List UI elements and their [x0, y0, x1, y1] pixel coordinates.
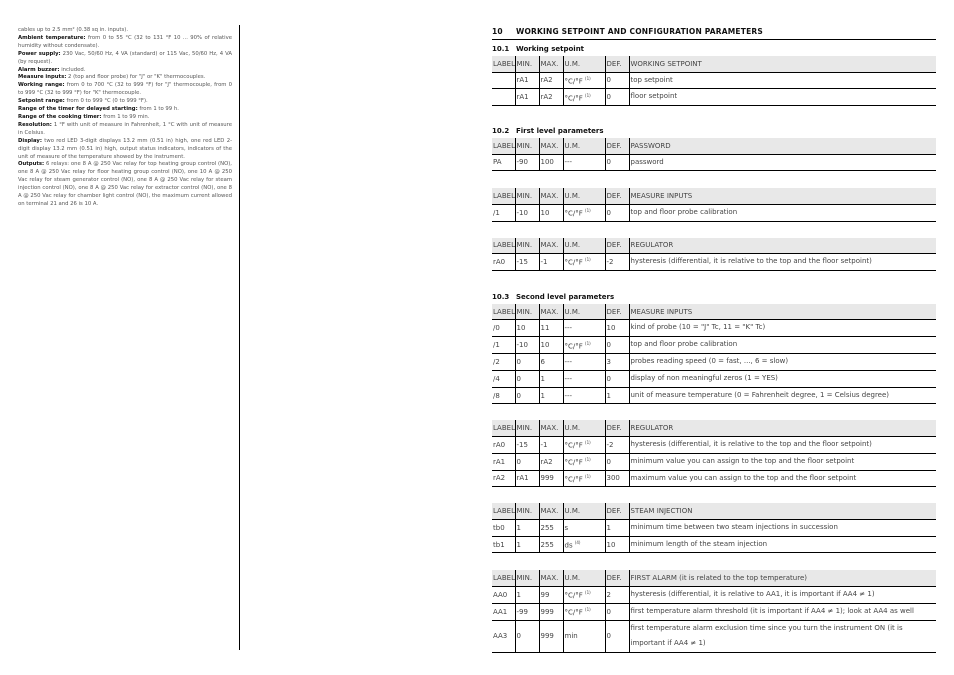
table-row [492, 370, 936, 387]
subsection-heading-second-level: 10.3 Second level parameters [492, 292, 615, 301]
spec-paragraph [18, 138, 232, 162]
column-header-um: U.M. [563, 56, 605, 72]
cell-def: 0 [605, 620, 629, 653]
table-row [492, 72, 936, 89]
column-header-label: LABEL [492, 503, 515, 519]
cell-label: rA2 [492, 470, 515, 487]
table-header-row [492, 138, 936, 154]
table-row [492, 254, 936, 271]
spec-paragraph [18, 98, 232, 106]
column-header-min: MIN. [515, 304, 539, 320]
cell-description: display of non meaningful zeros (1 = YES) [629, 370, 936, 387]
table-heading: REGULATOR [629, 238, 936, 254]
footnote-ref: (1) [585, 457, 591, 462]
column-header-label: LABEL [492, 138, 515, 154]
table-header-row [492, 56, 936, 72]
cell-label: /2 [492, 354, 515, 371]
footnote-ref: (1) [585, 92, 591, 98]
spec-text: cables up to 2.5 mm² (0.38 sq in. inputs). [18, 27, 129, 33]
section-number: 10 [492, 27, 503, 36]
cell-min: 0 [515, 370, 539, 387]
cell-description: first temperature alarm exclusion time since you turn the instrument ON (it is important if AA4 ≠ 1) [629, 620, 936, 653]
spec-paragraph [18, 51, 232, 67]
column-header-def: DEF. [605, 420, 629, 436]
column-header-max: MAX. [539, 570, 563, 586]
cell-label: rA0 [492, 436, 515, 453]
cell-def: 0 [605, 204, 629, 221]
cell-max: 11 [539, 320, 563, 337]
cell-def: 1 [605, 519, 629, 536]
section-heading [492, 25, 936, 40]
spec-text: 2 (top and floor probe) for "J" or "K" thermocouples. [66, 74, 206, 81]
cell-min: 10 [515, 320, 539, 337]
cell-max: rA2 [539, 72, 563, 89]
cell-label: tb1 [492, 536, 515, 553]
cell-label: tb0 [492, 519, 515, 536]
cell-max: rA2 [539, 453, 563, 470]
spec-text: two red LED 3-digit displays 13.2 mm (0.51 in) high, one red LED 2-digit display 13.2 mm (0.51 in) high, output status indicators, indicators of the unit of measure of the temperature showed by the instrument. [18, 137, 232, 160]
cell-description: minimum time between two steam injections in succession [629, 519, 936, 536]
footnote-ref: (1) [585, 75, 591, 81]
spec-label: Alarm buzzer: [18, 66, 60, 73]
cell-max: 999 [539, 620, 563, 653]
cell-max: -1 [539, 436, 563, 453]
cell-min: 0 [515, 354, 539, 371]
cell-description: maximum value you can assign to the top and the floor setpoint [629, 470, 936, 487]
subsection-heading-first-level: 10.2 First level parameters [492, 127, 604, 136]
spec-paragraph [18, 114, 232, 122]
cell-um: °C/°F $^{(1)}$ [563, 470, 605, 487]
cell-max: 100 [539, 154, 563, 171]
cell-min: 0 [515, 387, 539, 404]
section-title: WORKING SETPOINT AND CONFIGURATION PARAMETERS [516, 27, 763, 36]
column-header-min: MIN. [515, 138, 539, 154]
footnote-ref: (1) [585, 208, 591, 214]
cell-description: kind of probe (10 = "J" Tc, 11 = "K" Tc) [629, 320, 936, 337]
cell-label: rA0 [492, 254, 515, 271]
cell-def: 0 [605, 370, 629, 387]
column-header-def: DEF. [605, 188, 629, 204]
cell-description: password [629, 154, 936, 171]
cell-description: top and floor probe calibration [629, 337, 936, 354]
footnote-ref: (1) [585, 606, 591, 612]
cell-def: 3 [605, 354, 629, 371]
cell-um: --- [563, 154, 605, 171]
cell-min: -10 [515, 337, 539, 354]
column-header-max: MAX. [539, 56, 563, 72]
column-header-max: MAX. [539, 304, 563, 320]
spec-text: from 1 to 99 min. [101, 113, 150, 120]
cell-max: rA2 [539, 89, 563, 106]
cell-def: 2 [605, 586, 629, 603]
table-header-row [492, 503, 936, 519]
cell-label [492, 72, 515, 89]
footnote-ref: (1) [585, 257, 591, 263]
spec-text: from 0 to 999 °C (0 to 999 °F). [64, 98, 148, 105]
cell-def: 10 [605, 536, 629, 553]
column-header-min: MIN. [515, 188, 539, 204]
table-heading: WORKING SETPOINT [629, 56, 936, 72]
column-header-um: U.M. [563, 420, 605, 436]
spec-paragraph [18, 161, 232, 208]
cell-label: AA0 [492, 586, 515, 603]
table-first-alarm [492, 570, 936, 653]
cell-description: hysteresis (differential, it is relative to the top and the floor setpoint) [629, 436, 936, 453]
cell-max: 255 [539, 536, 563, 553]
column-header-label: LABEL [492, 304, 515, 320]
footnote-ref: (1) [585, 590, 591, 596]
cell-max: 255 [539, 519, 563, 536]
column-header-max: MAX. [539, 503, 563, 519]
cell-label: /4 [492, 370, 515, 387]
cell-min: rA1 [515, 72, 539, 89]
spec-label: Power supply: [18, 50, 61, 57]
cell-um: °C/°F $^{(1)}$ [563, 254, 605, 271]
cell-um: °C/°F $^{(1)}$ [563, 89, 605, 106]
column-header-min: MIN. [515, 238, 539, 254]
cell-um: min [563, 620, 605, 653]
cell-min: 1 [515, 586, 539, 603]
table-row [492, 387, 936, 404]
cell-def: 300 [605, 470, 629, 487]
spec-paragraph [18, 67, 232, 75]
cell-description: unit of measure temperature (0 = Fahrenheit degree, 1 = Celsius degree) [629, 387, 936, 404]
cell-max: 10 [539, 204, 563, 221]
cell-um: --- [563, 387, 605, 404]
column-header-def: DEF. [605, 570, 629, 586]
table-measure-inputs-2 [492, 304, 936, 404]
cell-def: 0 [605, 72, 629, 89]
table-heading: MEASURE INPUTS [629, 188, 936, 204]
cell-def: 0 [605, 453, 629, 470]
cell-min: 0 [515, 620, 539, 653]
cell-min: -15 [515, 254, 539, 271]
table-password [492, 138, 936, 171]
column-header-def: DEF. [605, 503, 629, 519]
spec-paragraph [18, 122, 232, 138]
spec-paragraph [18, 106, 232, 114]
cell-description: first temperature alarm threshold (it is important if AA4 ≠ 1); look at AA4 as well [629, 603, 936, 620]
cell-min: -90 [515, 154, 539, 171]
cell-max: 1 [539, 387, 563, 404]
column-divider [239, 25, 240, 650]
cell-max: 99 [539, 586, 563, 603]
spec-paragraph [18, 74, 232, 82]
cell-description: hysteresis (differential, it is relative to AA1, it is important if AA4 ≠ 1) [629, 586, 936, 603]
spec-label: Range of the timer for delayed starting: [18, 106, 138, 113]
column-header-label: LABEL [492, 188, 515, 204]
spec-text: 1 °F with unit of measure in Fahrenheit, 1 °C with unit of measure in Celsius. [18, 121, 232, 136]
spec-label: Outputs: [18, 161, 45, 168]
column-header-def: DEF. [605, 304, 629, 320]
cell-max: 1 [539, 370, 563, 387]
table-regulator-2 [492, 420, 936, 487]
cell-max: 6 [539, 354, 563, 371]
table-heading: PASSWORD [629, 138, 936, 154]
table-row [492, 620, 936, 653]
column-header-label: LABEL [492, 56, 515, 72]
spec-text: 6 relays: one 8 A @ 250 Vac relay for top heating group control (NO), one 8 A @ 250 Vac relay for floor heating group control (NO), one 10 A @ 250 Vac relay for steam generator control (NO), one 8 A @ 250 Vac relay for steam injection control (NO), one 8 A @ 250 Vac relay for extractor control (NO), one 8 A @ 250 Vac relay for chamber light control (NO), the maximum current allowed on terminal 21 and 26 is 10 A. [18, 161, 232, 207]
table-row [492, 320, 936, 337]
spec-paragraph [18, 82, 232, 98]
table-row [492, 519, 936, 536]
column-header-min: MIN. [515, 56, 539, 72]
table-steam-injection [492, 503, 936, 553]
cell-min: 1 [515, 536, 539, 553]
cell-um: °C/°F $^{(1)}$ [563, 204, 605, 221]
cell-max: 10 [539, 337, 563, 354]
cell-min: 0 [515, 453, 539, 470]
cell-min: rA1 [515, 89, 539, 106]
cell-max: 999 [539, 603, 563, 620]
spec-text: from 0 to 55 °C (32 to 131 °F 10 ... 90% of relative humidity without condensate). [18, 34, 232, 49]
spec-label: Display: [18, 137, 42, 144]
spec-label: Measure inputs: [18, 74, 67, 81]
cell-min: rA1 [515, 470, 539, 487]
subsection-heading-working-setpoint: 10.1 Working setpoint [492, 45, 585, 53]
cell-def: 0 [605, 603, 629, 620]
cell-description: probes reading speed (0 = fast, ..., 6 = slow) [629, 354, 936, 371]
cell-max: 999 [539, 470, 563, 487]
cell-min: -15 [515, 436, 539, 453]
cell-um: --- [563, 320, 605, 337]
table-heading: MEASURE INPUTS [629, 304, 936, 320]
cell-um: --- [563, 354, 605, 371]
table-row [492, 204, 936, 221]
table-heading: REGULATOR [629, 420, 936, 436]
cell-description: top setpoint [629, 72, 936, 89]
cell-label: AA1 [492, 603, 515, 620]
spec-paragraph [18, 27, 232, 35]
cell-def: 0 [605, 154, 629, 171]
cell-def: 0 [605, 89, 629, 106]
cell-um: °C/°F $^{(1)}$ [563, 453, 605, 470]
table-header-row [492, 238, 936, 254]
cell-um: °C/°F $^{(1)}$ [563, 72, 605, 89]
table-row [492, 89, 936, 106]
table-row [492, 337, 936, 354]
cell-description: minimum length of the steam injection [629, 536, 936, 553]
table-working-setpoint [492, 56, 936, 106]
spec-text: from 1 to 99 h. [137, 106, 179, 113]
cell-description: floor setpoint [629, 89, 936, 106]
column-header-def: DEF. [605, 238, 629, 254]
table-header-row [492, 304, 936, 320]
column-header-def: DEF. [605, 56, 629, 72]
table-header-row [492, 420, 936, 436]
cell-um: °C/°F $^{(1)}$ [563, 436, 605, 453]
column-header-label: LABEL [492, 420, 515, 436]
table-row [492, 354, 936, 371]
column-header-max: MAX. [539, 188, 563, 204]
column-header-max: MAX. [539, 138, 563, 154]
column-header-um: U.M. [563, 138, 605, 154]
cell-label: PA [492, 154, 515, 171]
cell-label: /8 [492, 387, 515, 404]
spec-label: Ambient temperature: [18, 34, 86, 41]
cell-um: °C/°F $^{(1)}$ [563, 586, 605, 603]
footnote-ref: (1) [585, 440, 591, 446]
spec-label: Resolution: [18, 121, 52, 128]
footnote-ref: (1) [585, 340, 591, 346]
table-header-row [492, 188, 936, 204]
table-heading: FIRST ALARM (it is related to the top temperature) [629, 570, 936, 586]
cell-description: top and floor probe calibration [629, 204, 936, 221]
column-header-um: U.M. [563, 238, 605, 254]
cell-description: minimum value you can assign to the top and the floor setpoint [629, 453, 936, 470]
column-header-label: LABEL [492, 238, 515, 254]
table-heading: STEAM INJECTION [629, 503, 936, 519]
spec-text: 230 Vac, 50/60 Hz, 4 VA (standard) or 115 Vac, 50/60 Hz, 4 VA (by request). [18, 50, 232, 65]
column-header-min: MIN. [515, 570, 539, 586]
cell-max: -1 [539, 254, 563, 271]
cell-label: /1 [492, 204, 515, 221]
table-measure-inputs-1 [492, 188, 936, 221]
table-header-row [492, 570, 936, 586]
cell-um: °C/°F $^{(1)}$ [563, 337, 605, 354]
table-regulator-1 [492, 238, 936, 271]
cell-min: 1 [515, 519, 539, 536]
spec-text: from 0 to 700 °C (32 to 999 °F) for "J" thermocouple, from 0 to 999 °C (32 to 999 °F) for "K" thermocouple. [18, 82, 232, 97]
column-header-def: DEF. [605, 138, 629, 154]
cell-label: rA1 [492, 453, 515, 470]
left-column [18, 27, 232, 209]
table-row [492, 470, 936, 487]
cell-def: -2 [605, 436, 629, 453]
cell-label: /1 [492, 337, 515, 354]
column-header-max: MAX. [539, 238, 563, 254]
footnote-ref: (4) [574, 539, 581, 545]
cell-label [492, 89, 515, 106]
spec-label: Setpoint range: [18, 98, 65, 105]
column-header-um: U.M. [563, 188, 605, 204]
footnote-ref: (1) [585, 473, 591, 479]
cell-description: hysteresis (differential, it is relative to the top and the floor setpoint) [629, 254, 936, 271]
column-header-label: LABEL [492, 570, 515, 586]
spec-text: included. [59, 66, 86, 73]
cell-um: °C/°F $^{(1)}$ [563, 603, 605, 620]
cell-min: -99 [515, 603, 539, 620]
cell-def: 1 [605, 387, 629, 404]
column-header-min: MIN. [515, 503, 539, 519]
cell-label: /0 [492, 320, 515, 337]
table-row [492, 453, 936, 470]
cell-min: -10 [515, 204, 539, 221]
cell-um: s [563, 519, 605, 536]
table-row [492, 154, 936, 171]
cell-um: --- [563, 370, 605, 387]
spec-label: Range of the cooking timer: [18, 113, 102, 120]
table-row [492, 536, 936, 553]
column-header-um: U.M. [563, 304, 605, 320]
column-header-um: U.M. [563, 570, 605, 586]
table-row [492, 586, 936, 603]
table-row [492, 603, 936, 620]
spec-paragraph [18, 35, 232, 51]
column-header-min: MIN. [515, 420, 539, 436]
cell-def: 10 [605, 320, 629, 337]
spec-label: Working range: [18, 82, 65, 89]
cell-um: ds $^{(4)}$ [563, 536, 605, 553]
cell-def: 0 [605, 337, 629, 354]
cell-label: AA3 [492, 620, 515, 653]
column-header-max: MAX. [539, 420, 563, 436]
table-row [492, 436, 936, 453]
right-column [492, 25, 936, 653]
column-header-um: U.M. [563, 503, 605, 519]
cell-def: -2 [605, 254, 629, 271]
